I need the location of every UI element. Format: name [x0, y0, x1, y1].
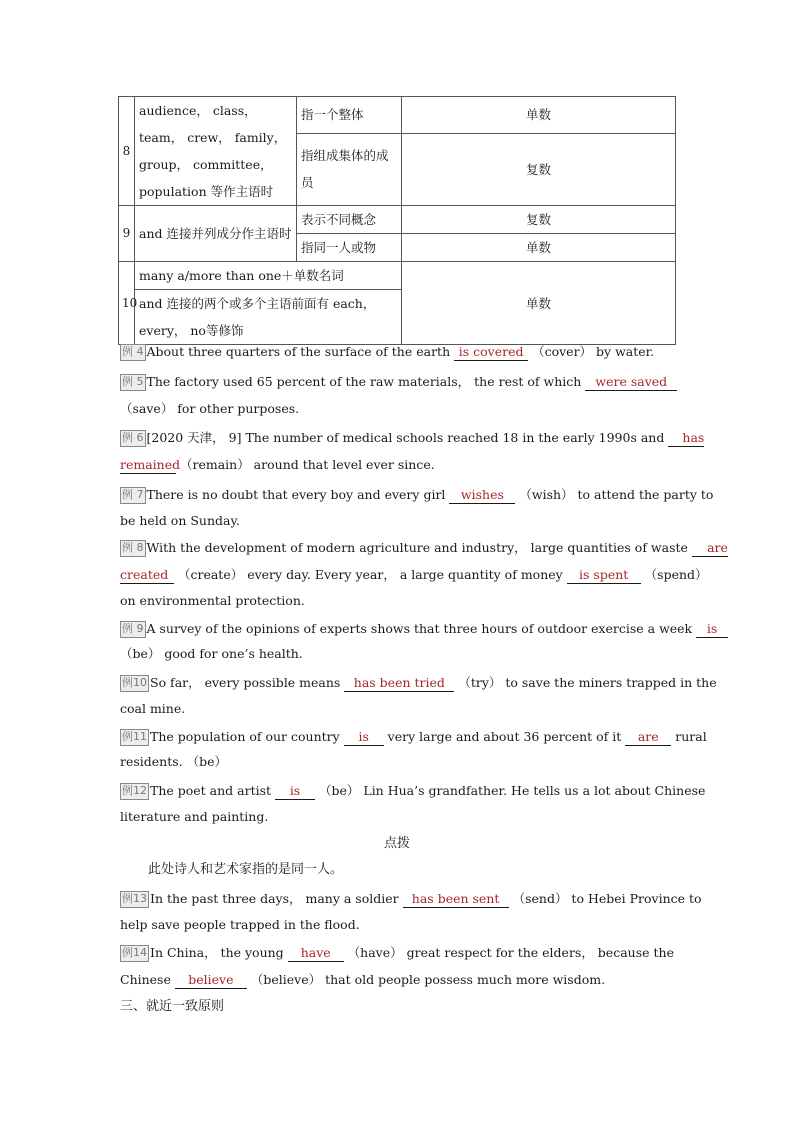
answer-blank: have	[288, 945, 344, 962]
sentence-text: （create） every day. Every year， a large quantity of money	[177, 567, 563, 582]
example-5-line2: （save） for other purposes.	[120, 401, 300, 416]
sentence-text: （cover） by water.	[532, 344, 655, 359]
example-8-line3: on environmental protection.	[120, 593, 305, 608]
answer-blank: has been tried	[344, 675, 454, 692]
example-badge: 例 6	[120, 430, 146, 447]
meaning-cell: 指组成集体的成员	[297, 133, 402, 205]
subject-line: group， committee，	[139, 157, 273, 172]
table-row	[119, 97, 676, 134]
row-number: 8	[119, 97, 135, 206]
sentence-text: rural	[675, 729, 707, 744]
sentence-text: With the development of modern agriculture and industry， large quantities of waste	[146, 540, 688, 555]
sentence-text: （have） great respect for the elders， because the	[347, 945, 674, 960]
example-badge: 例 7	[120, 487, 146, 504]
section-title: 三、就近一致原则	[120, 999, 225, 1014]
answer-blank: is spent	[567, 567, 641, 584]
sentence-text: The population of our country	[150, 729, 340, 744]
example-7	[120, 482, 714, 509]
example-8	[120, 535, 728, 562]
number-cell: 单数	[402, 97, 676, 134]
example-badge: 例 4	[120, 344, 146, 361]
answer-blank: are	[692, 540, 728, 557]
row-number: 10	[119, 262, 135, 345]
sentence-text: （wish） to attend the party to	[519, 487, 714, 502]
tip-text: 此处诗人和艺术家指的是同一人。	[148, 862, 344, 877]
answer-blank: remained	[120, 457, 181, 472]
answer-blank: is	[275, 783, 315, 800]
answer-blank: is	[696, 621, 728, 638]
example-13-line2: help save people trapped in the flood.	[120, 917, 360, 932]
example-14-line2	[120, 967, 680, 994]
example-6	[120, 425, 705, 452]
example-4	[120, 339, 680, 366]
subject-line: audience， class，	[139, 103, 257, 118]
sentence-text: So far， every possible means	[150, 675, 341, 690]
sentence-text: （send） to Hebei Province to	[512, 891, 702, 906]
example-9	[120, 616, 718, 643]
subject-cell	[135, 97, 297, 206]
meaning-cell: 指一个整体	[297, 97, 402, 134]
number-cell: 单数	[402, 262, 676, 345]
example-badge: 例11	[120, 729, 149, 746]
example-badge: 例14	[120, 945, 149, 962]
example-14	[120, 940, 680, 967]
example-11-line2: residents. （be）	[120, 754, 228, 769]
sentence-text: Chinese	[120, 972, 171, 987]
sentence-text: （believe） that old people possess much more wisdom.	[250, 972, 606, 987]
example-badge: 例10	[120, 675, 149, 692]
sentence-text: About three quarters of the surface of the earth	[146, 344, 451, 359]
sentence-text: The poet and artist	[150, 783, 272, 798]
example-badge: 例 5	[120, 374, 146, 391]
example-12-line2: literature and painting.	[120, 809, 269, 824]
example-9-line2: （be） good for one’s health.	[120, 646, 303, 661]
example-8-line2	[120, 562, 708, 589]
sentence-text: （try） to save the miners trapped in the	[458, 675, 717, 690]
sentence-text: [2020 天津， 9] The number of medical schools reached 18 in the early 1990s and	[146, 430, 665, 445]
sentence-text: A survey of the opinions of experts shows that three hours of outdoor exercise a week	[146, 621, 693, 636]
sentence-text: There is no doubt that every boy and every girl	[146, 487, 446, 502]
example-10-line2: coal mine.	[120, 701, 186, 716]
table-row	[119, 206, 676, 234]
tip-title: 点拨	[383, 836, 410, 851]
subject-line: team， crew， family，	[139, 130, 287, 145]
answer-blank: believe	[175, 972, 247, 989]
example-13	[120, 886, 702, 913]
example-6-line2	[120, 452, 680, 479]
number-cell: 单数	[402, 234, 676, 262]
example-7-line2: be held on Sunday.	[120, 513, 240, 528]
table-row	[119, 262, 676, 290]
example-5	[120, 369, 680, 396]
example-badge: 例12	[120, 783, 149, 800]
example-badge: 例 8	[120, 540, 146, 557]
sentence-text: very large and about 36 percent of it	[387, 729, 622, 744]
meaning-cell: 表示不同概念	[297, 206, 402, 234]
example-badge: 例13	[120, 891, 149, 908]
example-10	[120, 670, 717, 697]
answer-blank: is covered	[454, 344, 528, 361]
number-cell: 复数	[402, 133, 676, 205]
subject-cell: and 连接的两个或多个主语前面有 each，every， no等修饰	[135, 290, 402, 345]
grammar-table	[118, 96, 676, 345]
sentence-text: In the past three days， many a soldier	[150, 891, 399, 906]
example-badge: 例 9	[120, 621, 146, 638]
answer-blank: were saved	[585, 374, 677, 391]
answer-blank: created	[120, 567, 174, 584]
subject-line: population 等作主语时	[139, 184, 274, 199]
example-11	[120, 724, 707, 751]
answer-blank: has been sent	[403, 891, 509, 908]
subject-cell: many a/more than one＋单数名词	[135, 262, 402, 290]
answer-blank: has	[668, 430, 704, 447]
sentence-text: In China， the young	[150, 945, 284, 960]
number-cell: 复数	[402, 206, 676, 234]
sentence-text: （spend）	[644, 567, 708, 582]
sentence-text: The factory used 65 percent of the raw materials， the rest of which	[146, 374, 582, 389]
answer-blank: is	[344, 729, 384, 746]
answer-blank: are	[625, 729, 671, 746]
meaning-cell: 指同一人或物	[297, 234, 402, 262]
sentence-text: （be） Lin Hua’s grandfather. He tells us a lot about Chinese	[319, 783, 706, 798]
row-number: 9	[119, 206, 135, 262]
answer-blank: wishes	[449, 487, 515, 504]
example-12	[120, 778, 706, 805]
sentence-text: （remain） around that level ever since.	[179, 457, 435, 472]
subject-cell: and 连接并列成分作主语时	[135, 206, 297, 262]
